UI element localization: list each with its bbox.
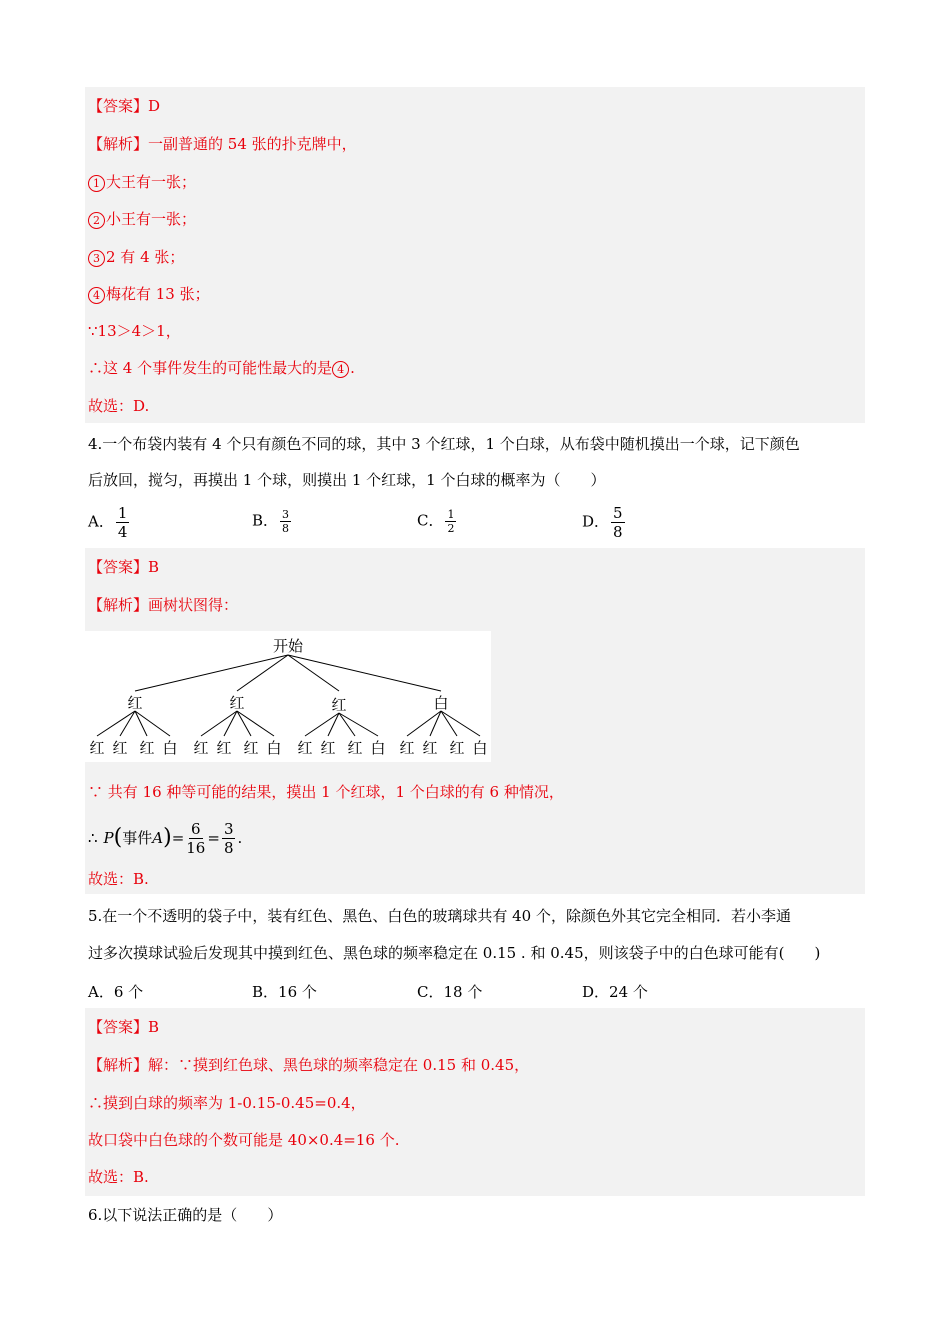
fraction-6-16 [186,820,205,857]
numerator: 5 [613,504,623,522]
q4-stem-line-1: 4.一个布袋内装有 4 个只有颜色不同的球，其中 3 个红球，1 个白球，从布袋中随机摸出一个球，记下颜色 [88,435,800,453]
tree-leaf: 红 [112,739,128,757]
fraction [116,504,130,541]
analysis-label: 【解析】 [88,1056,149,1074]
circled-number-4: 4 [88,287,105,304]
q4-option-c [417,508,458,535]
denominator: 8 [613,523,623,541]
q5-analysis-line-3: 故口袋中白色球的个数可能是 40×0.4=16 个. [88,1131,400,1149]
conclusion-text: ∴这 4 个事件发生的可能性最大的是 [88,359,333,377]
q4-choose: 故选：B. [88,870,149,888]
tree-leaf: 白 [266,739,282,757]
q6-stem: 6.以下说法正确的是（ ） [88,1206,283,1224]
q3-compare: ∵13＞4＞1， [88,322,181,340]
item-text: 梅花有 13 张； [106,285,210,303]
tree-leaf: 红 [193,739,209,757]
fraction [611,504,625,541]
q4-because-line: ∵ 共有 16 种等可能的结果，摸出 1 个红球，1 个白球的有 6 种情况， [88,783,564,801]
q3-analysis-line [88,134,357,154]
left-paren: ( [113,825,123,850]
q4-probability-formula [88,818,242,858]
q5-answer-band [85,1008,865,1046]
answer-value: B [148,1018,160,1036]
event-var: A [152,829,164,847]
answer-label: 【答案】 [88,558,149,576]
numerator: 6 [191,819,201,838]
tree-leaf: 红 [422,739,438,757]
circled-number-1: 1 [88,175,105,192]
q3-item-4 [88,284,210,304]
right-paren: ) [163,825,172,850]
denominator: 16 [186,838,206,857]
analysis-text: 一副普通的 54 张的扑克牌中， [148,135,357,153]
item-text: 小王有一张； [106,210,197,228]
tree-level1-node: 红 [229,694,245,712]
tree-leaf: 白 [370,739,386,757]
tree-leaf: 红 [399,739,415,757]
q5-option-d: D．24 个 [582,983,648,1001]
tree-level1-node: 红 [331,696,347,714]
therefore-symbol: ∴ [88,829,98,847]
q5-option-a: A．6 个 [88,983,144,1001]
tree-diagram [85,631,491,762]
q3-item-1 [88,172,196,192]
q3-item-2 [88,209,196,229]
conclusion-end: . [350,359,355,377]
tree-leaf: 红 [139,739,155,757]
fraction [445,508,456,535]
tree-leaf: 红 [297,739,313,757]
q5-option-c: C．18 个 [417,983,483,1001]
fraction-3-8 [222,820,236,857]
answer-label: 【答案】 [88,1018,149,1036]
tree-leaf: 白 [162,739,178,757]
tree-leaf: 红 [449,739,465,757]
q4-analysis-line [88,595,238,615]
q3-analysis-band [85,125,865,423]
tree-leaf: 红 [243,739,259,757]
answer-label: 【答案】 [88,97,149,115]
q4-option-d [582,504,627,541]
numerator: 1 [447,508,455,521]
q4-answer-line [88,557,159,577]
event-text: 事件 [122,829,153,847]
denominator: 4 [117,523,128,541]
q3-conclusion [88,358,355,378]
option-label: C． [417,511,444,530]
p-symbol: P [103,829,114,847]
answer-value: B [148,558,160,576]
tree-leaf: 红 [216,739,232,757]
tree-level1-node: 红 [127,694,143,712]
analysis-text: 画树状图得： [148,596,239,614]
denominator: 2 [447,522,455,535]
denominator: 8 [223,838,234,857]
tree-leaf: 白 [472,739,488,757]
tree-level1-node: 白 [433,694,449,712]
circled-number-2: 2 [88,212,105,229]
tree-root: 开始 [272,637,304,655]
analysis-text: 解：∵摸到红色球、黑色球的频率稳定在 0.15 和 0.45， [148,1056,530,1074]
q5-choose: 故选：B. [88,1168,149,1186]
q5-analysis-line-2: ∴摸到白球的频率为 1-0.15-0.45=0.4， [88,1094,366,1112]
circled-number-3: 3 [88,250,105,267]
item-text: 大王有一张； [106,173,197,191]
equals-sign: = [171,829,185,847]
equals-sign: = [207,829,220,847]
option-label: D． [582,512,610,531]
numerator: 3 [223,819,234,838]
q3-answer-band [85,87,865,125]
analysis-label: 【解析】 [88,596,149,614]
tree-leaf: 红 [320,739,336,757]
item-text: 2 有 4 张； [106,248,185,266]
q3-answer-line [88,96,160,116]
circled-number-4: 4 [332,361,349,378]
q4-option-a [88,504,131,541]
denominator: 8 [282,522,290,535]
numerator: 3 [282,508,290,521]
answer-value: D [148,97,161,115]
q4-stem-line-2: 后放回，搅匀，再摸出 1 个球，则摸出 1 个红球，1 个白球的概率为（ ） [88,471,606,489]
q5-analysis-line [88,1055,529,1075]
q5-answer-line [88,1017,159,1037]
q4-answer-band [85,548,865,586]
q5-option-b: B．16 个 [252,983,317,1001]
q5-stem-line-1: 5.在一个不透明的袋子中，装有红色、黑色、白色的玻璃球共有 40 个，除颜色外其它完全相同．若小李通 [88,907,791,925]
q3-choose: 故选：D. [88,397,150,415]
tree-leaf: 红 [347,739,363,757]
q3-item-3 [88,247,184,267]
tree-leaf: 红 [89,739,105,757]
analysis-label: 【解析】 [88,135,149,153]
fraction [280,508,291,535]
option-label: A． [88,512,114,531]
numerator: 1 [117,504,128,522]
q4-option-b [252,508,293,535]
period: . [237,829,243,847]
q5-stem-line-2: 过多次摸球试验后发现其中摸到红色、黑色球的频率稳定在 0.15 . 和 0.45，则该袋子中的白色球可能有( ) [88,944,821,962]
option-label: B． [252,511,279,530]
